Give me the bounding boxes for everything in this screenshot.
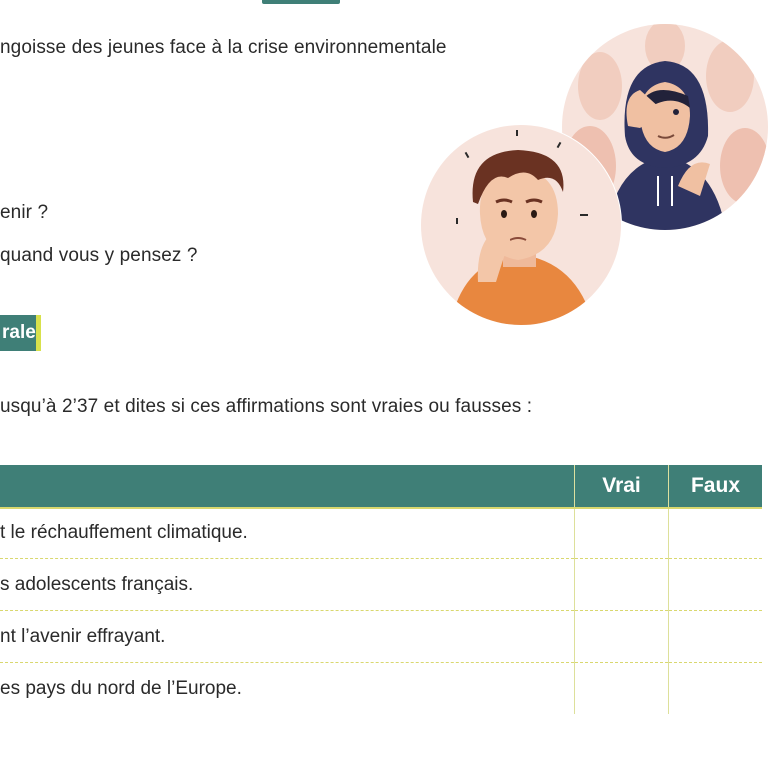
vrai-answer-cell[interactable] [575, 663, 669, 715]
vrai-answer-cell[interactable] [575, 507, 669, 559]
table-row [0, 559, 762, 611]
table-row [0, 507, 762, 559]
topic-title: ngoisse des jeunes face à la crise environnementale [0, 37, 447, 58]
question-two: quand vous y pensez ? [0, 245, 198, 266]
true-false-table [0, 465, 762, 714]
faux-answer-cell[interactable] [669, 611, 763, 663]
vrai-answer-cell[interactable] [575, 611, 669, 663]
section-badge: rale [0, 315, 41, 351]
statement-text: nt l’avenir effrayant. [0, 611, 575, 663]
faux-answer-cell[interactable] [669, 559, 763, 611]
exercise-instruction: usqu’à 2’37 et dites si ces affirmations sont vraies ou fausses : [0, 396, 533, 417]
question-one: enir ? [0, 202, 49, 223]
worried-boy-illustration [418, 122, 624, 328]
table-row [0, 663, 762, 715]
vrai-answer-cell[interactable] [575, 559, 669, 611]
statement-text: es pays du nord de l’Europe. [0, 677, 242, 699]
faux-answer-cell[interactable] [669, 663, 763, 715]
statement-text: t le réchauffement climatique. [0, 507, 575, 559]
header-faux: Faux [669, 465, 763, 507]
header-underline [0, 507, 762, 509]
statement-text: s adolescents français. [0, 559, 575, 611]
header-statement-column [0, 465, 575, 507]
header-vrai: Vrai [575, 465, 669, 507]
table-row [0, 611, 762, 663]
faux-answer-cell[interactable] [669, 507, 763, 559]
top-accent-bar [262, 0, 340, 4]
table-header-row [0, 465, 762, 507]
